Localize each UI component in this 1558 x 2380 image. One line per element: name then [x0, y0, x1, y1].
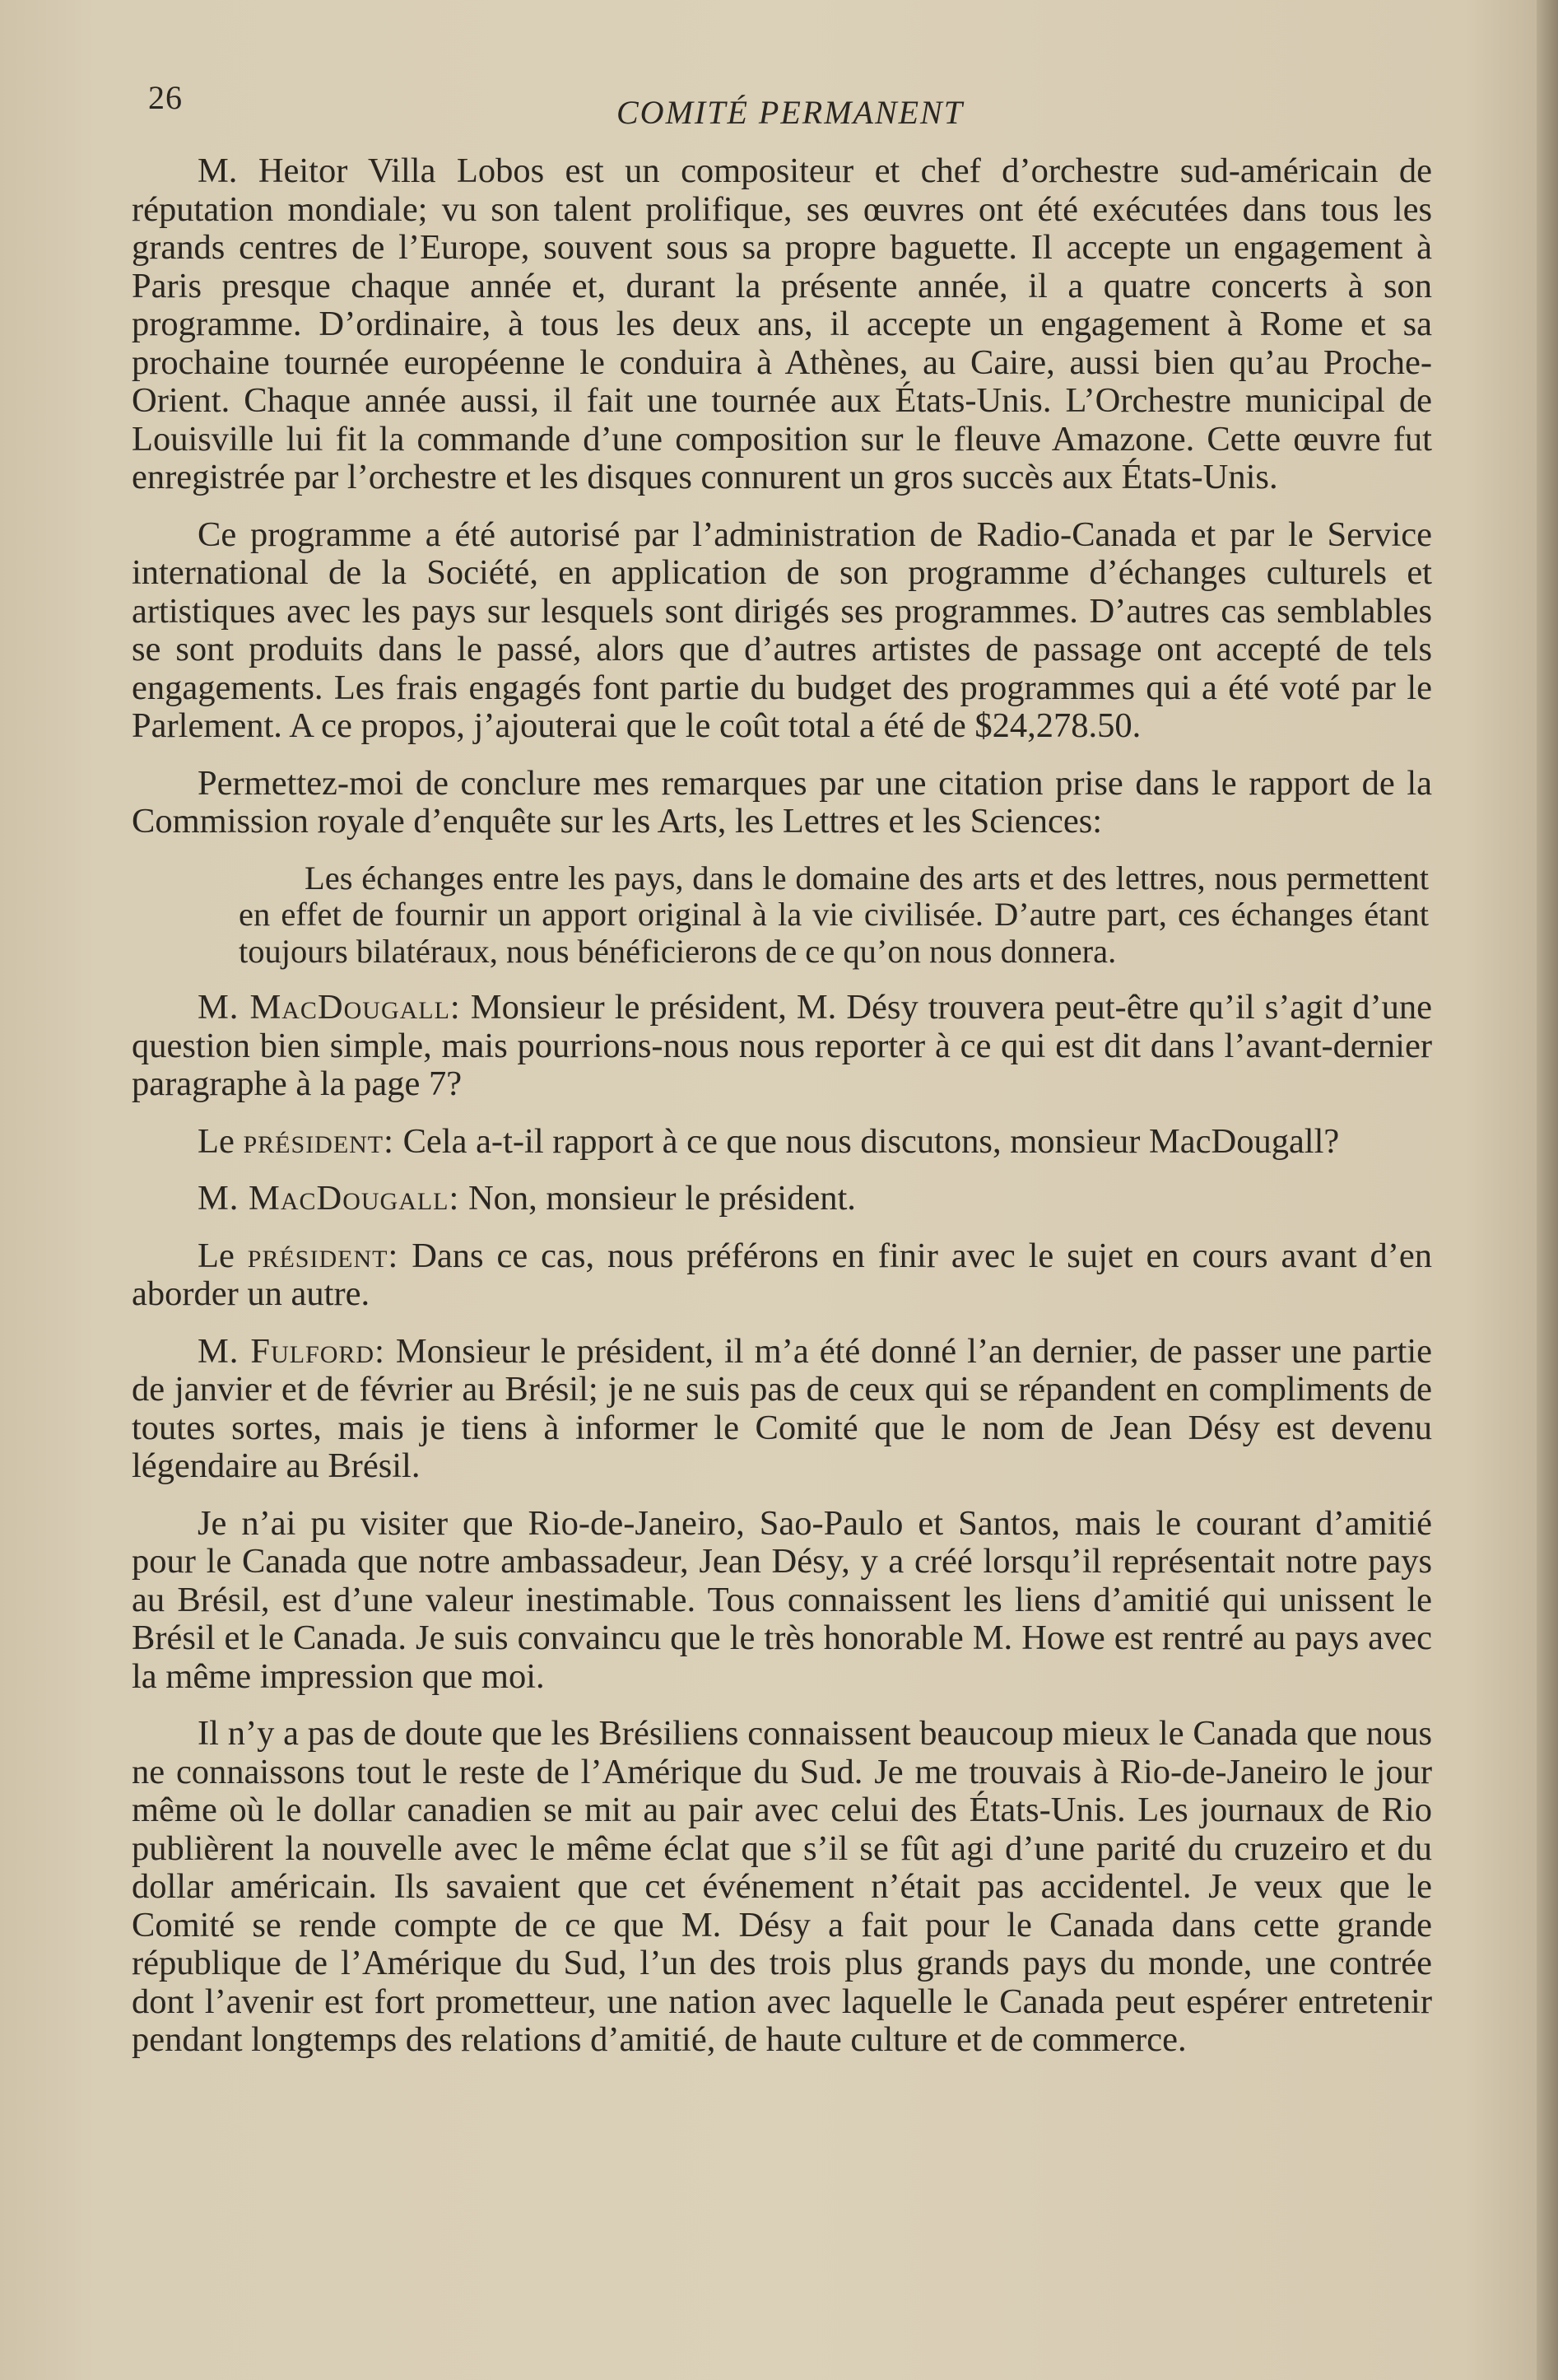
speech-macdougall-1: [132, 989, 1432, 1104]
speaker-prefix: Le: [198, 1236, 248, 1275]
speech-text: Dans ce cas, nous préférons en finir avec le sujet en cours avant d’en aborder un autre.: [132, 1236, 1433, 1313]
paragraph-rio-visit: Je n’ai pu visiter que Rio-de-Janeiro, Sao-Paulo et Santos, mais le courant d’amitié pour le Canada que notre ambassadeur, Jean Désy, y a créé lorsqu’il représentait notre pays au Brésil, est d’une valeur inestimable. Tous connaissent les liens d’amitié qui unissent le Brésil et le Canada. Je suis convaincu que le très honorable M. Howe est rentré au pays avec la même impression que moi.: [132, 1503, 1432, 1696]
paragraph-villa-lobos: M. Heitor Villa Lobos est un compositeur et chef d’orchestre sud-américain de réputation mondiale; vu son talent prolifique, ses œuvres ont été exécutées dans tous les grands centres de l’Europe, souvent sous sa propre baguette. Il accepte un engagement à Paris presque chaque année et, durant la présente année, il a quatre concerts à son programme. D’ordinaire, à tous les deux ans, il accepte un engagement à Rome et sa prochaine tournée européenne le conduira à Athènes, au Caire, aussi bien qu’au Proche-Orient. Chaque année aussi, il fait une tournée aux États-Unis. L’Orchestre municipal de Louisville lui fit la commande d’une composition sur le fleuve Amazone. Cette œuvre fut enregistrée par l’orchestre et les disques connurent un gros succès aux États-Unis.: [132, 151, 1432, 496]
speaker-name: M. MacDougall:: [198, 1179, 460, 1218]
speaker-name: président:: [243, 1121, 394, 1161]
running-title: COMITÉ PERMANENT: [616, 94, 964, 131]
paragraph-programme: Ce programme a été autorisé par l’administration de Radio-Canada et par le Service international de la Société, en application de son programme d’échanges culturels et artistiques avec les pays sur lesquels sont dirigés ses programmes. D’autres cas semblables se sont produits dans le passé, alors que d’autres artistes de passage ont accepté de tels engagements. Les frais engagés font partie du budget des programmes qui a été voté par le Parlement. A ce propos, j’ajouterai que le coût total a été de $24,278.50.: [132, 515, 1432, 745]
speaker-prefix: Le: [198, 1121, 244, 1161]
block-quote: Les échanges entre les pays, dans le domaine des arts et des lettres, nous permettent en effet de fournir un apport original à la vie civilisée. D’autre part, ces échanges étant toujours bilatéraux, nous bénéficierons de ce qu’on nous donnera.: [239, 859, 1429, 970]
paragraph-bresiliens: Il n’y a pas de doute que les Brésiliens connaissent beaucoup mieux le Canada que nous ne connaissons tout le reste de l’Amérique du Sud. Je me trouvais à Rio-de-Janeiro le jour même où le dollar canadien se mit au pair avec celui des États-Unis. Les journaux de Rio publièrent la nouvelle avec le même éclat que s’il se fût agi d’une parité du cruzeiro et du dollar américain. Ils savaient que cet événement n’était pas accidentel. Je veux que le Comité se rende compte de ce que M. Désy a fait pour le Canada dans cette grande république de l’Amérique du Sud, l’un des trois plus grands pays du monde, une contrée dont l’avenir est fort prometteur, une nation avec laquelle le Canada peut espérer entretenir pendant longtemps des relations d’amitié, de haute culture et de commerce.: [132, 1714, 1432, 2059]
speaker-name: M. Fulford:: [198, 1331, 385, 1371]
speech-president-1: [132, 1123, 1432, 1162]
speech-president-2: [132, 1237, 1432, 1314]
speech-text: Non, monsieur le président.: [459, 1179, 856, 1218]
body-text: [132, 152, 1432, 2079]
speech-text: Monsieur le président, M. Désy trouvera peut-être qu’il s’agit d’une question bien simple, mais pourrions-nous nous reporter à ce qui est dit dans l’avant-dernier paragraphe à la page 7?: [132, 988, 1432, 1103]
speech-fulford: [132, 1333, 1432, 1486]
speech-macdougall-2: [132, 1180, 1432, 1218]
paragraph-conclusion: Permettez-moi de conclure mes remarques par une citation prise dans le rapport de la Commission royale d’enquête sur les Arts, les Lettres et les Sciences:: [132, 763, 1432, 841]
speaker-name: président:: [247, 1236, 399, 1275]
page-header: [148, 78, 1432, 131]
page-spine-shadow: [1537, 0, 1558, 2380]
speech-text: Cela a-t-il rapport à ce que nous discutons, monsieur MacDougall?: [393, 1121, 1340, 1161]
speech-text: Monsieur le président, il m’a été donné l’an dernier, de passer une partie de janvier et de février au Brésil; je ne suis pas de ceux qui se répandent en compliments de toutes sortes, mais je tiens à informer le Comité que le nom de Jean Désy est devenu légendaire au Brésil.: [132, 1331, 1433, 1485]
speaker-name: M. MacDougall:: [198, 988, 461, 1027]
page-number: 26: [148, 79, 183, 116]
